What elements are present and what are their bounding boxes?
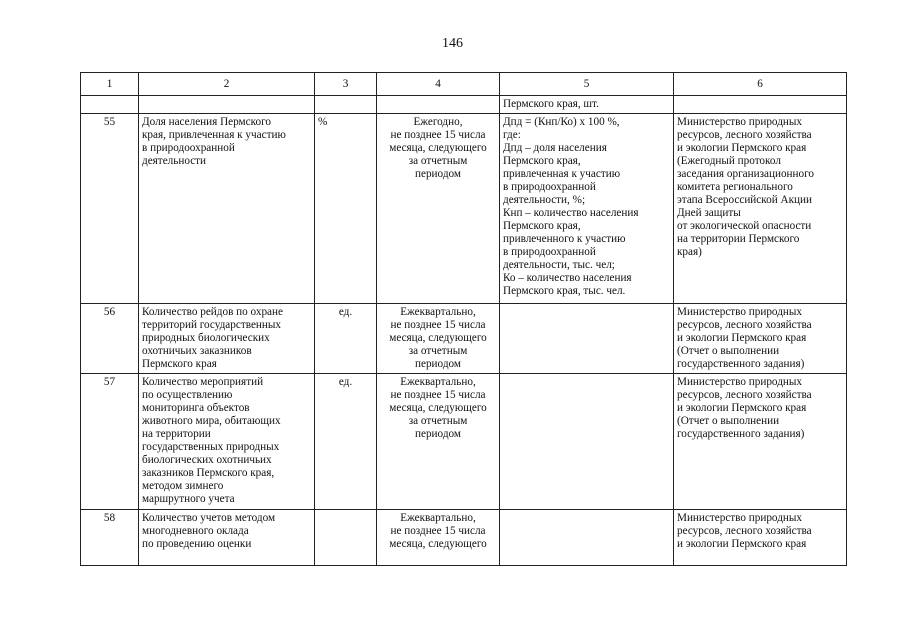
row-number: 57 [81,374,139,510]
calculation-formula [500,304,674,374]
indicator-name: Доля населения Пермского края, привлеченная к участию в природоохранной деятельности [139,114,315,304]
continuation-cell-1 [81,96,139,114]
column-header-6: 6 [674,73,847,96]
row-number: 58 [81,510,139,566]
continuation-cell-3 [315,96,377,114]
column-header-4: 4 [377,73,500,96]
indicator-name: Количество мероприятий по осуществлению мониторинга объектов животного мира, обитающих на территории государственных природных биологических охотничьих заказников Пермского края, методом зимнего маршрутного учета [139,374,315,510]
row-number: 55 [81,114,139,304]
column-header-5: 5 [500,73,674,96]
calculation-formula [500,374,674,510]
continuation-cell-2 [139,96,315,114]
calculation-formula: Дпд = (Кнп/Ко) x 100 %, где: Дпд – доля населения Пермского края, привлеченная к участию в природоохранной деятельности, %; Кнп – количество населения Пермского края, привлеченного к участию в природоохранной деятельности, тыс. чел; Ко – количество населения Пермского края, тыс. чел. [500,114,674,304]
data-source: Министерство природных ресурсов, лесного хозяйства и экологии Пермского края (Отчет о выполнении государственного задания) [674,374,847,510]
table-row [81,510,847,566]
reporting-frequency: Ежеквартально, не позднее 15 числа месяца, следующего за отчетным периодом [377,304,500,374]
table-row [81,304,847,374]
indicators-table [80,72,847,566]
row-number: 56 [81,304,139,374]
reporting-frequency: Ежеквартально, не позднее 15 числа месяца, следующего [377,510,500,566]
continuation-cell-6 [674,96,847,114]
unit-of-measure [315,510,377,566]
continuation-row [81,96,847,114]
data-source: Министерство природных ресурсов, лесного хозяйства и экологии Пермского края (Отчет о выполнении государственного задания) [674,304,847,374]
column-header-3: 3 [315,73,377,96]
table-row [81,114,847,304]
reporting-frequency: Ежеквартально, не позднее 15 числа месяца, следующего за отчетным периодом [377,374,500,510]
data-source: Министерство природных ресурсов, лесного хозяйства и экологии Пермского края (Ежегодный протокол заседания организационного комитета регионального этапа Всероссийской Акции Дней защиты от экологической опасности на территории Пермского края) [674,114,847,304]
unit-of-measure: % [315,114,377,304]
table-row [81,374,847,510]
reporting-frequency: Ежегодно, не позднее 15 числа месяца, следующего за отчетным периодом [377,114,500,304]
data-source: Министерство природных ресурсов, лесного хозяйства и экологии Пермского края [674,510,847,566]
indicator-name: Количество рейдов по охране территорий государственных природных биологических охотничьих заказников Пермского края [139,304,315,374]
column-number-header-row [81,73,847,96]
page-number: 146 [442,36,463,51]
unit-of-measure: ед. [315,374,377,510]
calculation-formula [500,510,674,566]
unit-of-measure: ед. [315,304,377,374]
continuation-cell-4 [377,96,500,114]
indicator-name: Количество учетов методом многодневного оклада по проведению оценки [139,510,315,566]
column-header-2: 2 [139,73,315,96]
column-header-1: 1 [81,73,139,96]
continuation-formula-cell: Пермского края, шт. [500,96,674,114]
